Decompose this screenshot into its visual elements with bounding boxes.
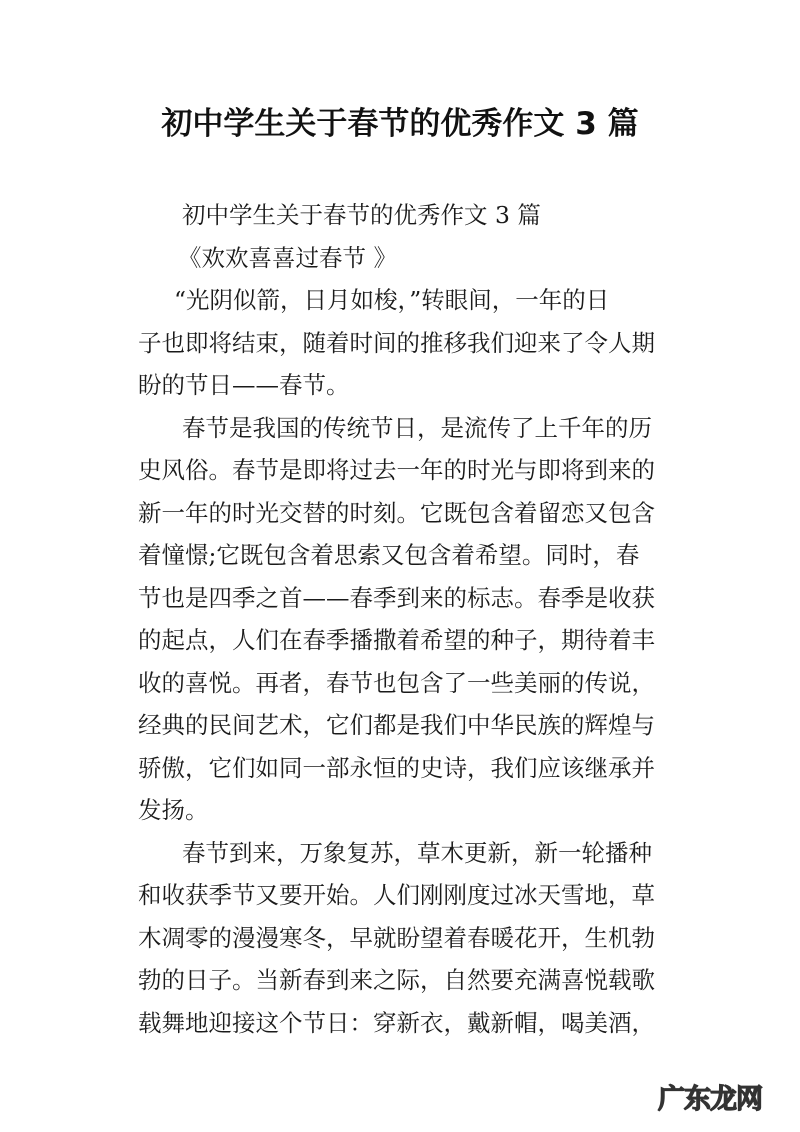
text-line: 节也是四季之首——春季到来的标志。春季是收获 [138, 583, 655, 612]
subtitle-line: 初中学生关于春节的优秀作文 3 篇 [182, 201, 541, 229]
text-line: 新一年的时光交替的时刻。它既包含着留恋又包含 [138, 498, 655, 527]
text-line: 着憧憬;它既包含着思索又包含着希望。同时，春 [138, 541, 640, 569]
watermark-logo: 广东龙网 [658, 1084, 762, 1115]
text-line: 的起点，人们在春季播撒着希望的种子，期待着丰 [138, 626, 655, 654]
text-line: 收的喜悦。再者，春节也包含了一些美丽的传说， [138, 668, 655, 697]
text-line: 子也即将结束，随着时间的推移我们迎来了令人期 [138, 328, 655, 357]
text-line: 载舞地迎接这个节日：穿新衣，戴新帽，喝美酒， [138, 1008, 655, 1037]
text-line: 经典的民间艺术，它们都是我们中华民族的辉煌与 [138, 711, 655, 739]
text-line: 春节到来，万象复苏，草木更新，新一轮播种 [182, 838, 652, 867]
text-line: 木凋零的漫漫寒冬，早就盼望着春暖花开，生机勃 [138, 923, 655, 952]
text-line: 史风俗。春节是即将过去一年的时光与即将到来的 [138, 456, 655, 484]
essay-title-line: 《欢欢喜喜过春节 》 [178, 243, 397, 272]
text-line: 春节是我国的传统节日，是流传了上千年的历 [182, 413, 652, 442]
text-line: 和收获季节又要开始。人们刚刚度过冰天雪地，草 [138, 881, 655, 909]
text-line: 发扬。 [138, 796, 209, 824]
document-title: 初中学生关于春节的优秀作文 3 篇 [161, 106, 639, 142]
text-line: “光阴似箭，日月如梭，”转眼间，一年的日 [174, 286, 610, 314]
text-line: 勃的日子。当新春到来之际，自然要充满喜悦载歌 [138, 966, 655, 994]
text-line: 骄傲，它们如同一部永恒的史诗，我们应该继承并 [138, 753, 655, 782]
document-body [138, 194, 678, 1044]
text-line: 盼的节日——春节。 [138, 371, 350, 399]
